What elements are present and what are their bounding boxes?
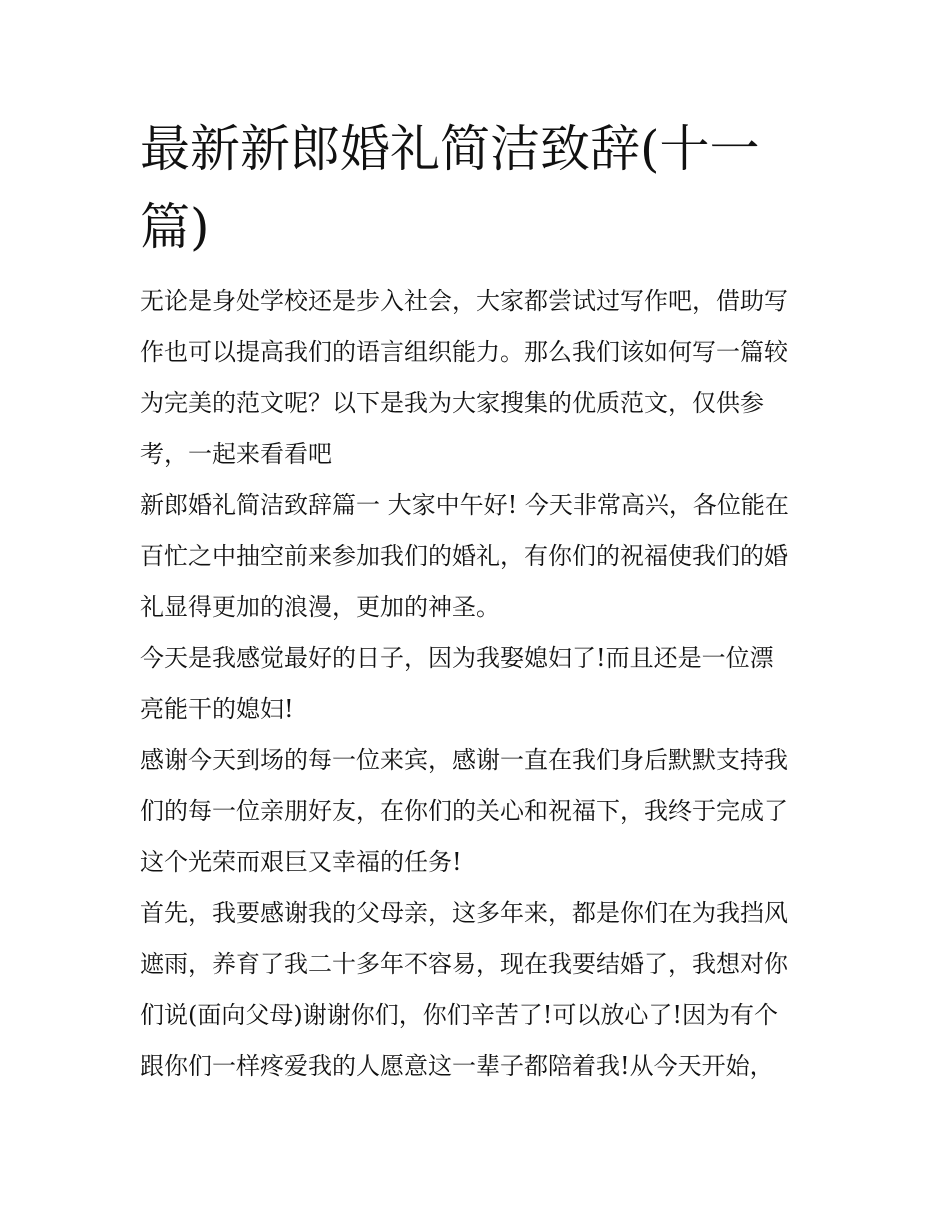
body-line: 今天是我感觉最好的日子，因为我娶媳妇了!而且还是一位漂 bbox=[140, 644, 774, 672]
body-line: 新郎婚礼简洁致辞篇一 大家中午好! 今天非常高兴，各位能在 bbox=[140, 491, 789, 519]
body-line: 跟你们一样疼爱我的人愿意这一辈子都陪着我!从今天开始， bbox=[140, 1052, 774, 1080]
body-line: 亮能干的媳妇! bbox=[140, 695, 294, 723]
body-line: 这个光荣而艰巨又幸福的任务! bbox=[140, 848, 462, 876]
body-line: 首先，我要感谢我的父母亲，这多年来，都是你们在为我挡风 bbox=[140, 899, 788, 927]
body-line: 为完美的范文呢？以下是我为大家搜集的优质范文，仅供参 bbox=[140, 389, 764, 417]
body-line: 们说(面向父母)谢谢你们，你们辛苦了!可以放心了!因为有个 bbox=[140, 1001, 779, 1029]
body-line: 考，一起来看看吧 bbox=[140, 440, 332, 468]
title-line: 篇) bbox=[140, 198, 210, 256]
body-line: 无论是身处学校还是步入社会，大家都尝试过写作吧，借助写 bbox=[140, 287, 788, 315]
title-line: 最新新郎婚礼简洁致辞(十一 bbox=[140, 120, 760, 178]
body-line: 感谢今天到场的每一位来宾，感谢一直在我们身后默默支持我 bbox=[140, 746, 788, 774]
document-title bbox=[140, 110, 800, 266]
body-line: 礼显得更加的浪漫，更加的神圣。 bbox=[140, 593, 500, 621]
document-body bbox=[140, 276, 820, 1092]
body-line: 百忙之中抽空前来参加我们的婚礼，有你们的祝福使我们的婚 bbox=[140, 542, 788, 570]
body-line: 们的每一位亲朋好友，在你们的关心和祝福下，我终于完成了 bbox=[140, 797, 788, 825]
body-line: 遮雨，养育了我二十多年不容易，现在我要结婚了，我想对你 bbox=[140, 950, 788, 978]
body-line: 作也可以提高我们的语言组织能力。那么我们该如何写一篇较 bbox=[140, 338, 788, 366]
